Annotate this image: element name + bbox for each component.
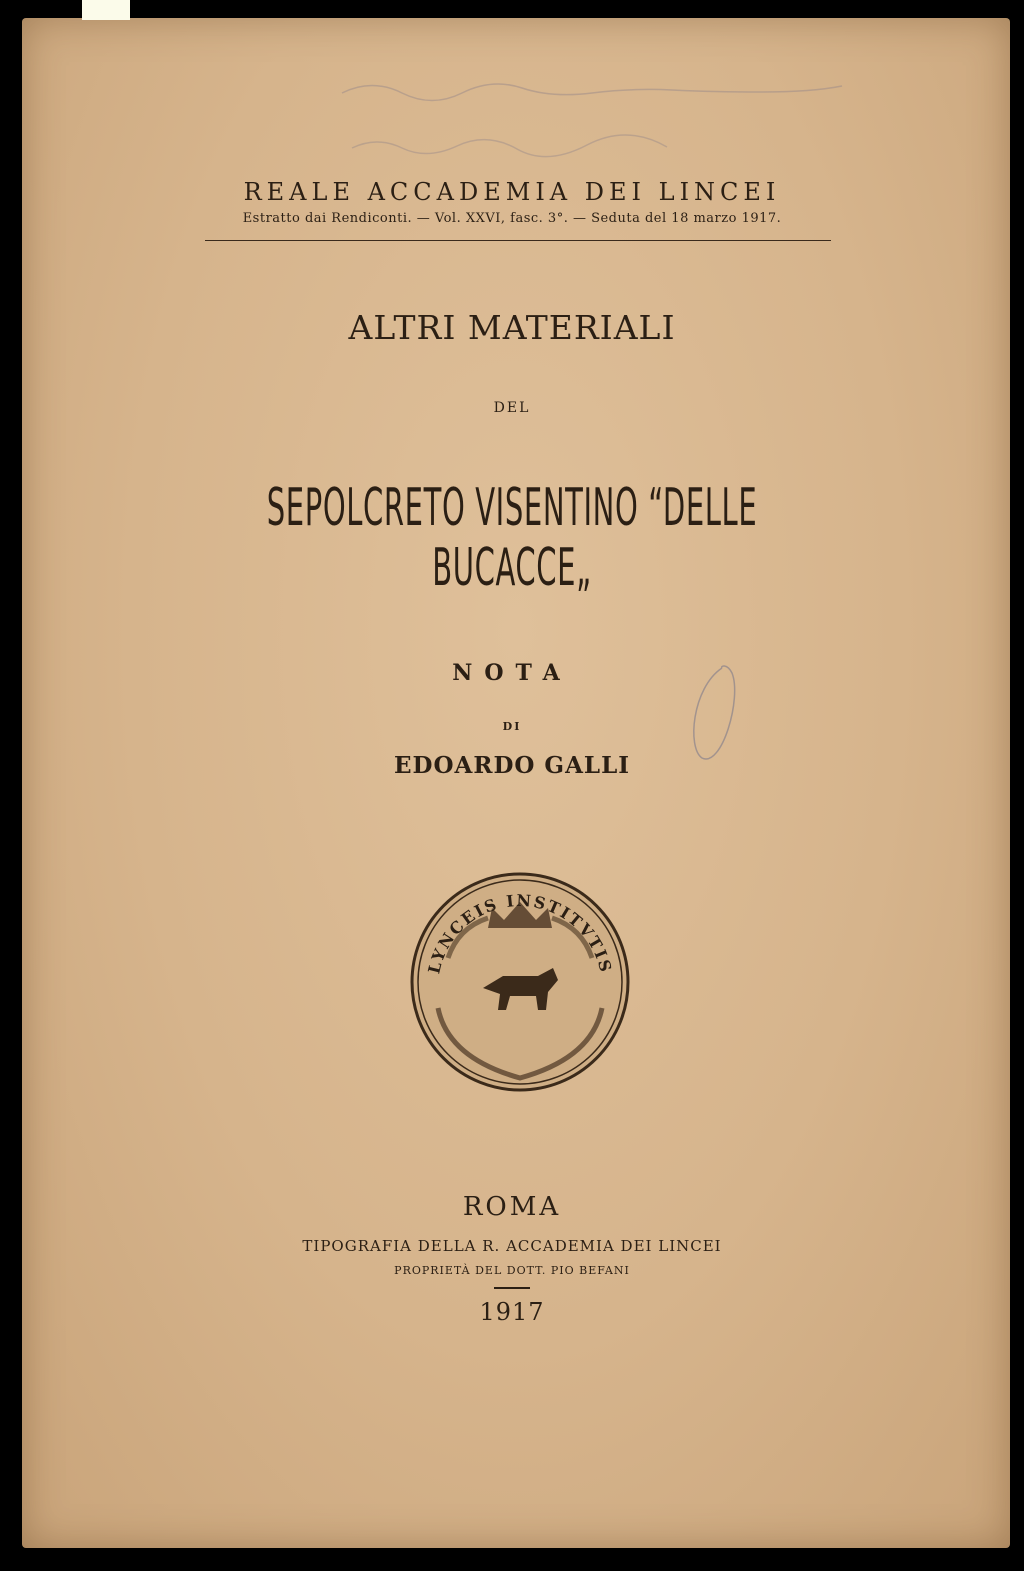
pencil-annotation bbox=[322, 63, 922, 183]
lincei-seal bbox=[408, 868, 632, 1096]
seal-inscription: LYNCEIS INSTITVTIS bbox=[424, 890, 616, 976]
author-name: EDOARDO GALLI bbox=[393, 752, 631, 779]
imprint-owner: PROPRIETÀ DEL DOTT. PIO BEFANI bbox=[394, 1264, 630, 1277]
title-line-3: SEPOLCRETO VISENTINO “DELLE BUCACCE„ bbox=[266, 478, 758, 598]
label-sticker bbox=[82, 0, 130, 20]
imprint-rule bbox=[494, 1287, 530, 1289]
title-line-2: DEL bbox=[493, 400, 531, 416]
extract-note: Estratto dai Rendiconti. — Vol. XXVI, fasc. 3°. — Seduta del 18 marzo 1917. bbox=[242, 211, 782, 226]
header-rule bbox=[205, 240, 831, 241]
academy-name: REALE ACCADEMIA DEI LINCEI bbox=[243, 178, 781, 206]
nota-label: NOTA bbox=[452, 660, 572, 686]
imprint-city: ROMA bbox=[462, 1192, 562, 1222]
imprint-printer: TIPOGRAFIA DELLA R. ACCADEMIA DEI LINCEI bbox=[302, 1237, 722, 1255]
imprint-year: 1917 bbox=[479, 1298, 545, 1326]
title-line-1: ALTRI MATERIALI bbox=[348, 308, 676, 347]
di-label: DI bbox=[502, 720, 522, 733]
